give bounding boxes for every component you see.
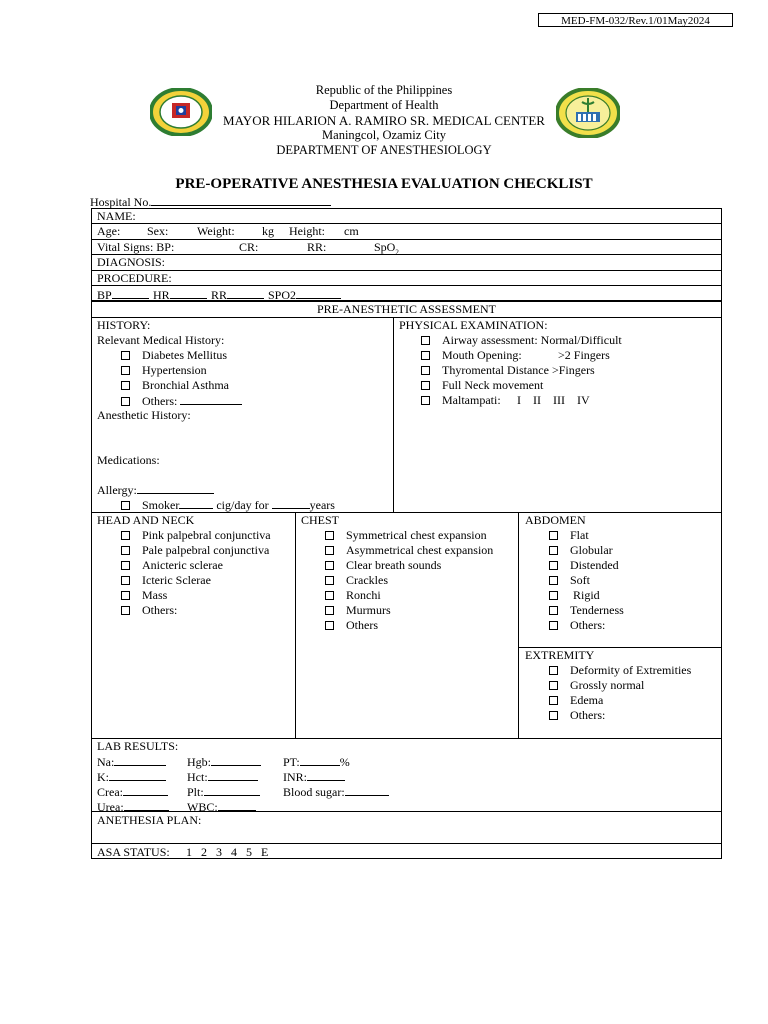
- asa-status-options[interactable]: 1 2 3 4 5 E: [186, 845, 269, 859]
- extremity-title: EXTREMITY: [525, 648, 595, 662]
- rr-field[interactable]: RR: [211, 287, 264, 302]
- checkbox-icon[interactable]: [121, 531, 130, 540]
- lab-hgb[interactable]: Hgb:: [187, 754, 261, 769]
- hn-item[interactable]: Mass: [121, 588, 167, 602]
- checkbox-icon[interactable]: [121, 366, 130, 375]
- hr-field[interactable]: HR: [153, 287, 207, 302]
- extremity-item[interactable]: Grossly normal: [549, 678, 644, 692]
- checkbox-icon[interactable]: [549, 546, 558, 555]
- lab-hct[interactable]: Hct:: [187, 769, 258, 784]
- anesthetic-history-label: Anesthetic History:: [97, 408, 191, 422]
- checkbox-icon[interactable]: [325, 531, 334, 540]
- extremity-item[interactable]: Others:: [549, 708, 605, 722]
- chest-item[interactable]: Crackles: [325, 573, 388, 587]
- head-neck-title: HEAD AND NECK: [97, 513, 195, 527]
- checkbox-icon[interactable]: [549, 561, 558, 570]
- checkbox-icon[interactable]: [121, 546, 130, 555]
- chest-item[interactable]: Asymmetrical chest expansion: [325, 543, 493, 557]
- extremity-item[interactable]: Edema: [549, 693, 603, 707]
- extremity-item[interactable]: Deformity of Extremities: [549, 663, 691, 677]
- abdomen-item[interactable]: Soft: [549, 573, 590, 587]
- header-department: DEPARTMENT OF ANESTHESIOLOGY: [276, 143, 492, 157]
- header-address: Maningcol, Ozamiz City: [322, 128, 446, 142]
- cr-label: CR:: [239, 240, 259, 254]
- abdomen-title: ABDOMEN: [525, 513, 586, 527]
- lab-urea[interactable]: Urea:: [97, 799, 169, 814]
- checkbox-icon[interactable]: [549, 681, 558, 690]
- checkbox-icon[interactable]: [549, 711, 558, 720]
- pe-item-mouth-opening[interactable]: Mouth Opening:: [421, 348, 522, 362]
- pe-item-thyromental[interactable]: Thyromental Distance >Fingers: [421, 363, 595, 377]
- chest-item[interactable]: Murmurs: [325, 603, 391, 617]
- lab-blood-sugar[interactable]: Blood sugar:: [283, 784, 389, 799]
- checkbox-icon[interactable]: [325, 606, 334, 615]
- vital-signs-bp-label: Vital Signs: BP:: [97, 240, 175, 254]
- checkbox-icon[interactable]: [421, 351, 430, 360]
- checkbox-icon[interactable]: [325, 576, 334, 585]
- lab-wbc[interactable]: WBC:: [187, 799, 256, 814]
- checkbox-icon[interactable]: [121, 501, 130, 510]
- spo2-field[interactable]: SPO2: [268, 287, 341, 302]
- hn-item[interactable]: Pink palpebral conjunctiva: [121, 528, 271, 542]
- checkbox-icon[interactable]: [549, 531, 558, 540]
- header-doh: Department of Health: [329, 98, 439, 112]
- lab-results-table: [91, 738, 722, 812]
- history-item-hypertension[interactable]: Hypertension: [121, 363, 207, 377]
- height-label: Height:: [289, 224, 325, 238]
- abdomen-item[interactable]: Rigid: [549, 588, 600, 602]
- lab-na[interactable]: Na:: [97, 754, 166, 769]
- checkbox-icon[interactable]: [325, 591, 334, 600]
- kg-unit: kg: [262, 224, 274, 238]
- rr-label: RR:: [307, 240, 327, 254]
- checkbox-icon[interactable]: [121, 397, 130, 406]
- form-title: PRE-OPERATIVE ANESTHESIA EVALUATION CHECKLIST: [175, 176, 593, 192]
- allergy-field[interactable]: Allergy:: [97, 482, 214, 497]
- abdomen-item[interactable]: Flat: [549, 528, 589, 542]
- abdomen-item[interactable]: Distended: [549, 558, 619, 572]
- checkbox-icon[interactable]: [325, 561, 334, 570]
- hn-item[interactable]: Icteric Sclerae: [121, 573, 211, 587]
- chest-title: CHEST: [301, 513, 340, 527]
- lab-inr[interactable]: INR:: [283, 769, 345, 784]
- checkbox-icon[interactable]: [549, 576, 558, 585]
- mouth-opening-value: >2 Fingers: [558, 348, 610, 362]
- pe-item-maltampati[interactable]: Maltampati:: [421, 393, 501, 407]
- history-item-diabetes[interactable]: Diabetes Mellitus: [121, 348, 227, 362]
- checkbox-icon[interactable]: [549, 696, 558, 705]
- checkbox-icon[interactable]: [121, 576, 130, 585]
- diagnosis-field[interactable]: DIAGNOSIS:: [97, 255, 166, 269]
- checkbox-icon[interactable]: [325, 546, 334, 555]
- checkbox-icon[interactable]: [325, 621, 334, 630]
- form-code: MED-FM-032/Rev.1/01May2024: [538, 13, 733, 27]
- procedure-field[interactable]: PROCEDURE:: [97, 271, 172, 285]
- pe-item-neck-movement[interactable]: Full Neck movement: [421, 378, 543, 392]
- weight-label: Weight:: [197, 224, 235, 238]
- age-label: Age:: [97, 224, 121, 238]
- checkbox-icon[interactable]: [421, 396, 430, 405]
- lab-k[interactable]: K:: [97, 769, 166, 784]
- checkbox-icon[interactable]: [121, 606, 130, 615]
- smoker-field[interactable]: Smoker cig/day for years: [121, 497, 335, 512]
- checkbox-icon[interactable]: [421, 336, 430, 345]
- checkbox-icon[interactable]: [549, 606, 558, 615]
- chest-item[interactable]: Ronchi: [325, 588, 381, 602]
- checkbox-icon[interactable]: [121, 561, 130, 570]
- bp-field[interactable]: BP: [97, 287, 149, 302]
- lab-plt[interactable]: Plt:: [187, 784, 260, 799]
- chest-item[interactable]: Symmetrical chest expansion: [325, 528, 487, 542]
- checkbox-icon[interactable]: [121, 381, 130, 390]
- chest-item[interactable]: Others: [325, 618, 378, 632]
- anesthesia-plan-label: ANETHESIA PLAN:: [97, 813, 202, 827]
- hn-item[interactable]: Anicteric sclerae: [121, 558, 223, 572]
- physical-exam-title: PHYSICAL EXAMINATION:: [399, 318, 548, 332]
- checkbox-icon[interactable]: [421, 366, 430, 375]
- history-item-others[interactable]: Others:: [121, 393, 242, 408]
- hn-item[interactable]: Others:: [121, 603, 177, 617]
- checkbox-icon[interactable]: [549, 591, 558, 600]
- header-hospital-name: MAYOR HILARION A. RAMIRO SR. MEDICAL CENTER: [223, 113, 545, 128]
- checkbox-icon[interactable]: [121, 351, 130, 360]
- chest-item[interactable]: Clear breath sounds: [325, 558, 441, 572]
- relevant-history-label: Relevant Medical History:: [97, 333, 225, 347]
- checkbox-icon[interactable]: [549, 666, 558, 675]
- checkbox-icon[interactable]: [549, 621, 558, 630]
- abdomen-item[interactable]: Others:: [549, 618, 605, 632]
- medications-label: Medications:: [97, 453, 160, 467]
- lab-pt[interactable]: PT: %: [283, 755, 350, 769]
- history-item-asthma[interactable]: Bronchial Asthma: [121, 378, 229, 392]
- sex-label: Sex:: [147, 224, 169, 238]
- abdomen-item[interactable]: Tenderness: [549, 603, 624, 617]
- name-field[interactable]: NAME:: [97, 209, 136, 223]
- maltampati-classes: I II III IV: [517, 393, 590, 407]
- lab-results-title: LAB RESULTS:: [97, 739, 179, 753]
- hospital-no-label: Hospital No.: [90, 194, 331, 209]
- cm-unit: cm: [344, 224, 359, 238]
- hn-item[interactable]: Pale palpebral conjunctiva: [121, 543, 269, 557]
- history-title: HISTORY:: [97, 318, 151, 332]
- checkbox-icon[interactable]: [121, 591, 130, 600]
- spo2-label: SpO$_2$: [374, 240, 399, 257]
- asa-status-label: ASA STATUS:: [97, 845, 170, 859]
- pe-item-airway[interactable]: Airway assessment: Normal/Difficult: [421, 333, 622, 347]
- abdomen-item[interactable]: Globular: [549, 543, 613, 557]
- checkbox-icon[interactable]: [421, 381, 430, 390]
- lab-crea[interactable]: Crea:: [97, 784, 168, 799]
- header-republic: Republic of the Philippines: [315, 83, 453, 97]
- pre-anesthetic-title: PRE-ANESTHETIC ASSESSMENT: [316, 302, 497, 316]
